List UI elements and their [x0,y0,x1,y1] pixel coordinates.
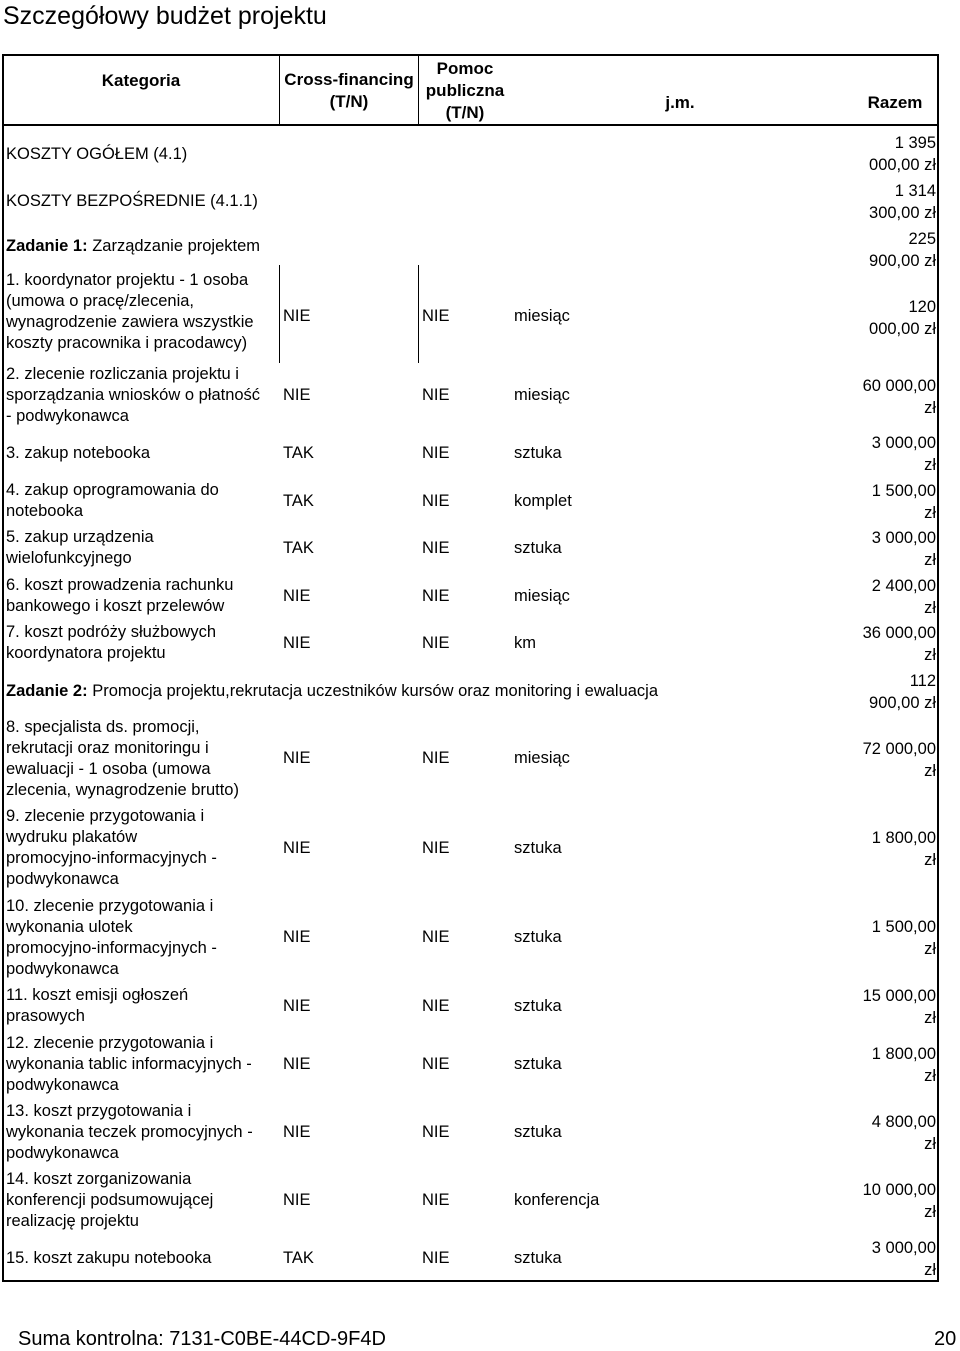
row-6-amount: 2 400,00 zł [871,577,936,617]
row-1-category: 1. koordynator projektu - 1 osoba (umowa o pracę/zlecenia, wynagrodzenie zawiera wszystkie koszty pracownika i pracodawcy) [6,271,254,352]
row-2-amount: 60 000,00 zł [862,377,936,417]
row-11-jm: sztuka [514,997,562,1015]
row-8-amount: 72 000,00 zł [862,740,936,780]
row-15-category: 15. koszt zakupu notebooka [6,1249,212,1267]
row-15-amount: 3 000,00 zł [871,1239,936,1279]
row-8-category: 8. specjalista ds. promocji, rekrutacji oraz monitoringu i ewaluacji - 1 osoba (umowa zlecenia, wynagrodzenie brutto) [6,718,239,799]
row-13-jm: sztuka [514,1123,562,1141]
row-13-pomoc: NIE [422,1123,450,1141]
koszty-ogolem-amount: 1 395 000,00 zł [869,134,936,174]
row-10-amount: 1 500,00 zł [871,918,936,958]
row-5-category: 5. zakup urządzenia wielofunkcyjnego [6,528,154,567]
row-8-pomoc: NIE [422,749,450,767]
task-2-heading: Zadanie 2: Promocja projektu,rekrutacja uczestników kursów oraz monitoring i ewaluacja [6,682,659,700]
row-1-pomoc: NIE [422,307,450,325]
row-10-category: 10. zlecenie przygotowania i wykonania ulotek promocyjno-informacyjnych - podwykonawca [6,897,217,978]
row-11-pomoc: NIE [422,997,450,1015]
row-15-cross: TAK [283,1249,314,1267]
row-4-cross: TAK [283,492,314,510]
row-1-amount: 120 000,00 zł [869,298,936,338]
row-1-cross: NIE [283,307,311,325]
row-6-pomoc: NIE [422,587,450,605]
row-5-pomoc: NIE [422,539,450,557]
row-10-jm: sztuka [514,928,562,946]
row-4-amount: 1 500,00 zł [871,482,936,522]
row-6-cross: NIE [283,587,311,605]
header-pomoc-publiczna: Pomoc publiczna (T/N) [425,59,505,122]
task-1-heading: Zadanie 1: Zarządzanie projektem [6,237,261,255]
row-7-amount: 36 000,00 zł [862,624,936,664]
row-3-jm: sztuka [514,444,562,462]
row-11-cross: NIE [283,997,311,1015]
row-4-category: 4. zakup oprogramowania do notebooka [6,481,219,520]
column-divider [279,265,280,363]
header-divider [2,124,939,126]
row-1-jm: miesiąc [514,307,570,325]
row-5-amount: 3 000,00 zł [871,529,936,569]
row-9-category: 9. zlecenie przygotowania i wydruku plakatów promocyjno-informacyjnych - podwykonawca [6,807,217,888]
row-12-cross: NIE [283,1055,311,1073]
row-2-jm: miesiąc [514,386,570,404]
header-razem: Razem [867,93,923,112]
row-7-category: 7. koszt podróży służbowych koordynatora projektu [6,623,217,662]
row-3-category: 3. zakup notebooka [6,444,151,462]
page-number: 20 [934,1328,957,1350]
row-13-category: 13. koszt przygotowania i wykonania teczek promocyjnych - podwykonawca [6,1102,253,1162]
row-9-cross: NIE [283,839,311,857]
row-6-jm: miesiąc [514,587,570,605]
row-2-category: 2. zlecenie rozliczania projektu i sporządzania wniosków o płatność - podwykonawca [6,365,261,425]
row-9-jm: sztuka [514,839,562,857]
row-14-category: 14. koszt zorganizowania konferencji podsumowującej realizację projektu [6,1170,214,1230]
row-3-pomoc: NIE [422,444,450,462]
koszty-bezposrednie-label: KOSZTY BEZPOŚREDNIE (4.1.1) [6,192,258,210]
row-4-jm: komplet [514,492,572,510]
row-2-cross: NIE [283,386,311,404]
row-14-amount: 10 000,00 zł [862,1181,936,1221]
row-11-amount: 15 000,00 zł [862,987,936,1027]
row-10-pomoc: NIE [422,928,450,946]
page-title: Szczegółowy budżet projektu [3,2,327,30]
header-cross-financing: Cross-financing (T/N) [284,70,414,111]
row-3-amount: 3 000,00 zł [871,434,936,474]
row-9-amount: 1 800,00 zł [871,829,936,869]
row-3-cross: TAK [283,444,314,462]
column-divider [418,265,419,363]
header-jm: j.m. [665,93,695,112]
koszty-ogolem-label: KOSZTY OGÓŁEM (4.1) [6,145,188,163]
row-13-cross: NIE [283,1123,311,1141]
row-15-jm: sztuka [514,1249,562,1267]
row-12-jm: sztuka [514,1055,562,1073]
row-8-jm: miesiąc [514,749,570,767]
header-kategoria: Kategoria [101,71,181,90]
row-7-cross: NIE [283,634,311,652]
row-7-jm: km [514,634,536,652]
row-10-cross: NIE [283,928,311,946]
row-12-amount: 1 800,00 zł [871,1045,936,1085]
row-6-category: 6. koszt prowadzenia rachunku bankowego i koszt przelewów [6,576,234,615]
row-14-cross: NIE [283,1191,311,1209]
checksum-footer: Suma kontrolna: 7131-C0BE-44CD-9F4D [18,1328,386,1350]
row-15-pomoc: NIE [422,1249,450,1267]
row-9-pomoc: NIE [422,839,450,857]
row-14-jm: konferencja [514,1191,600,1209]
row-2-pomoc: NIE [422,386,450,404]
row-13-amount: 4 800,00 zł [871,1113,936,1153]
row-5-cross: TAK [283,539,314,557]
task-2-amount: 112 900,00 zł [869,672,936,712]
row-8-cross: NIE [283,749,311,767]
task-1-amount: 225 900,00 zł [869,230,936,270]
row-11-category: 11. koszt emisji ogłoszeń prasowych [6,986,189,1025]
row-7-pomoc: NIE [422,634,450,652]
row-12-pomoc: NIE [422,1055,450,1073]
row-12-category: 12. zlecenie przygotowania i wykonania tablic informacyjnych - podwykonawca [6,1034,252,1094]
row-14-pomoc: NIE [422,1191,450,1209]
row-5-jm: sztuka [514,539,562,557]
row-4-pomoc: NIE [422,492,450,510]
koszty-bezposrednie-amount: 1 314 300,00 zł [869,182,936,222]
